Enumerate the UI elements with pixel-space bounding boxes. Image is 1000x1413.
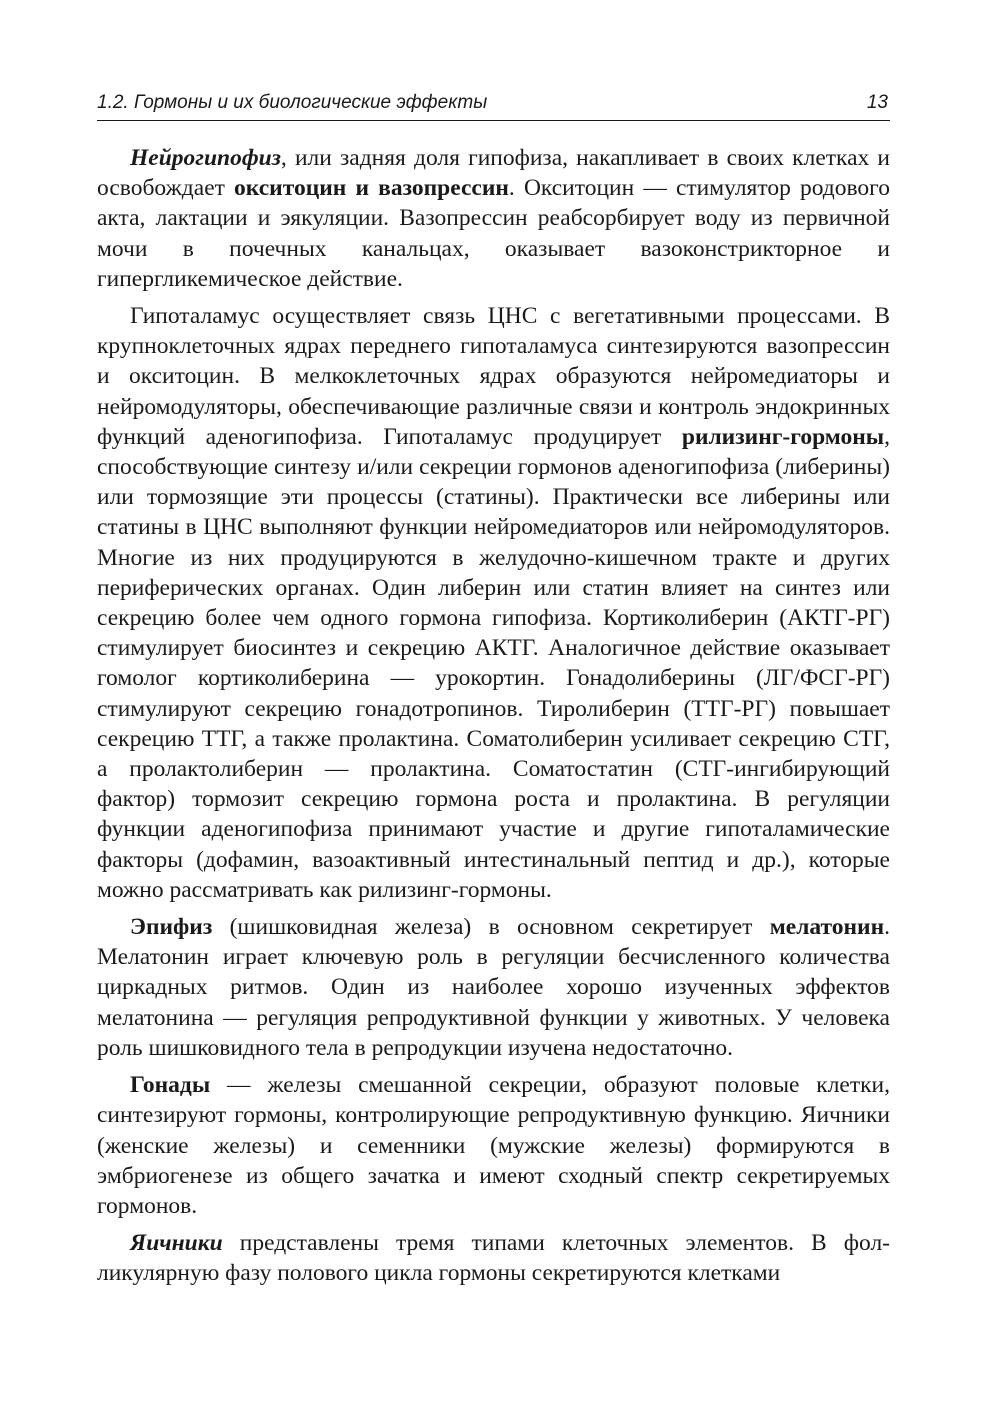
term-neurohypophysis: Нейрогипофиз bbox=[130, 145, 281, 171]
paragraph-text: Гипоталамус осуществляет связь ЦНС с вегетативными процессами. В крупноклеточных ядрах переднего гипоталамуса синтезируются вазопрессин и окситоцин. В мелкоклеточных ядрах образуются нейромедиаторы и нейромодуляторы, обеспечивающие различные связи и контроль эндокринных функций аденогипофиза. Гипоталамус продуцирует bbox=[97, 303, 890, 450]
paragraph-text: (шишковидная железа) в основном секретирует bbox=[212, 914, 770, 941]
term-ovaries: Яичники bbox=[130, 1230, 223, 1257]
paragraph-text: представлены тремя типами клеточных элементов. В фолликулярную фазу полового цикла гормоны секретируются клетками bbox=[97, 1230, 890, 1287]
bold-releasing-hormones: рилизинг-гормоны bbox=[681, 423, 885, 450]
term-epiphysis: Эпифиз bbox=[130, 914, 213, 941]
bold-melatonin: мелатонин bbox=[769, 914, 885, 941]
section-title: 1.2. Гормоны и их биологические эффекты bbox=[97, 92, 488, 113]
paragraph-text: — железы смешанной секреции, образуют половые клетки, синтезируют гормоны, контролирующие репродуктивную функцию. Яичники (женские железы) и семенники (мужские железы) формируются в эмбриогенезе из общего зачатка и имеют сходный спектр секретируемых гормонов. bbox=[97, 1072, 890, 1219]
paragraph-neurohypophysis bbox=[97, 143, 890, 294]
paragraph-text: . Мелатонин играет ключевую роль в регуляции бесчисленного количества циркадных ритмов. Один из наиболее хорошо изученных эффектов мелатонина — регуляция репродуктивной функции у животных. У человека роль шишковидного тела в репродукции изучена недостаточно. bbox=[97, 914, 890, 1061]
paragraph-text: . Окситоцин — стимулятор родового акта, лактации и эякуляции. Вазопрессин реабсорбирует воду из первичной мочи в почечных канальцах, оказывает вазоконстрикторное и гипергликемическое действие. bbox=[97, 175, 890, 292]
paragraph-gonads bbox=[97, 1070, 890, 1221]
paragraph-text: , способствующие синтезу и/или секреции гормонов аденогипофиза (либерины) или тормозящие эти процессы (статины). Практически все либерины или статины в ЦНС выполняют функции нейромедиаторов или нейромодуляторов. Многие из них продуцируются в желудочно-кишечном тракте и других периферических органах. Один либерин или статин влияет на синтез или секрецию более чем одного гормона гипофиза. Кортиколиберин (АКТГ-РГ) стимулирует биосинтез и секрецию АКТГ. Аналогичное действие оказывает гомолог кортиколиберина — урокортин. Гонадолиберины (ЛГ/ФСГ-РГ) стимулируют секрецию гонадотропинов. Тиролиберин (ТТГ-РГ) повышает секрецию ТТГ, а также пролактина. Соматолиберин усиливает секрецию СТГ, а пролактолиберин — пролактина. Соматостатин (СТГ-ингибирующий фактор) тормозит секрецию гормона роста и пролактина. В регуляции функции аденогипофиза принимают участие и другие гипоталамические факторы (дофамин, вазоактивный интестинальный пептид и др.), которые можно рассматривать как рилизинг-гормоны. bbox=[97, 423, 890, 903]
paragraph-ovaries bbox=[97, 1228, 890, 1288]
paragraph-text: , или задняя доля гипофиза, накапливает в своих клетках и освобождает bbox=[97, 145, 890, 202]
bold-oxytocin-vasopressin: окситоцин и вазопрессин bbox=[234, 175, 509, 202]
term-gonads: Гонады bbox=[130, 1072, 211, 1099]
body-text bbox=[97, 143, 890, 1296]
running-head bbox=[97, 90, 890, 121]
paragraph-hypothalamus bbox=[97, 301, 890, 905]
paragraph-epiphysis bbox=[97, 912, 890, 1063]
page-number: 13 bbox=[866, 92, 888, 113]
